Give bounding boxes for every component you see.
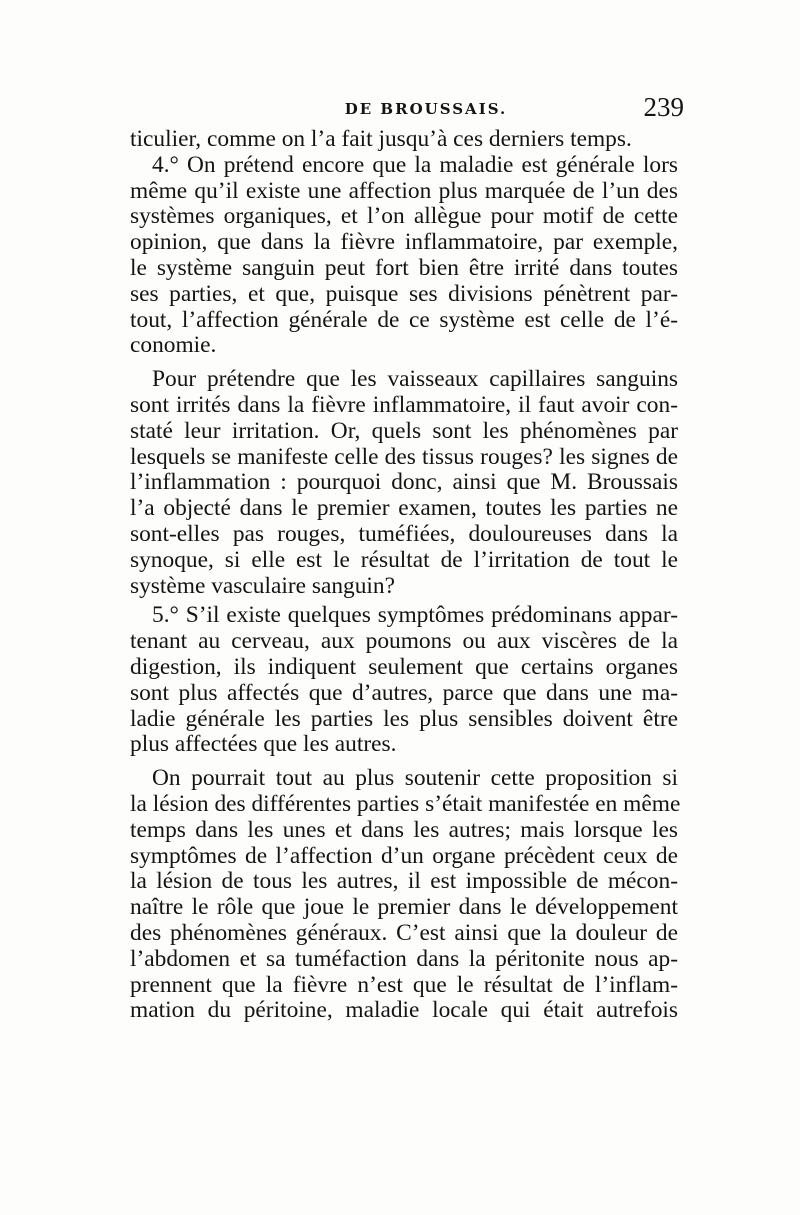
text-line: opinion, que dans la fièvre inflammatoire, par exemple, (130, 229, 678, 256)
paragraph-capillaires (130, 367, 678, 599)
paragraph-point-4 (130, 153, 678, 359)
text-line: la lésion de tous les autres, il est impossible de mécon- (130, 868, 678, 895)
text-line: 4.° On prétend encore que la maladie est générale lors (152, 151, 678, 178)
text-line: systèmes organiques, et l’on allègue pour motif de cette (130, 203, 678, 230)
text-line: ladie générale les parties les plus sensibles doivent être (130, 705, 678, 732)
page-number: 239 (643, 92, 684, 122)
text-line: l’inflammation : pourquoi donc, ainsi que M. Broussais (130, 469, 678, 496)
text-line: On pourrait tout au plus soutenir cette proposition si (152, 765, 678, 792)
text-line: sont plus affectés que d’autres, parce que dans une ma- (130, 679, 678, 706)
text-line: plus affectées que les autres. (130, 731, 397, 758)
text-line: tout, l’affection générale de ce système est celle de l’é- (130, 306, 678, 333)
text-line: l’abdomen et sa tuméfaction dans la péritonite nous ap- (130, 945, 678, 972)
text-line: même qu’il existe une affection plus marquée de l’un des (130, 177, 678, 204)
text-line: des phénomènes généraux. C’est ainsi que la douleur de (130, 919, 678, 946)
text-line: le système sanguin peut fort bien être irrité dans toutes (130, 254, 678, 281)
text-line: symptômes de l’affection d’un organe précèdent ceux de (130, 842, 678, 869)
text-line: sont irrités dans la fièvre inflammatoire, il faut avoir con- (130, 391, 678, 418)
text-line: synoque, si elle est le résultat de l’irritation de tout le (130, 546, 678, 573)
text-line: sont-elles pas rouges, tuméfiées, douloureuses dans la (130, 520, 678, 547)
running-head: DE BROUSSAIS. (344, 100, 508, 118)
text-line: tenant au cerveau, aux poumons ou aux viscères de la (130, 628, 678, 655)
text-line: ses parties, et que, puisque ses divisions pénètrent par- (130, 280, 678, 307)
body-text (130, 126, 681, 1024)
paragraph-point-5 (130, 603, 678, 758)
text-line: prennent que la fièvre n’est que le résultat de l’inflam- (130, 971, 678, 998)
text-line: système vasculaire sanguin? (130, 572, 396, 599)
paragraph-proposition (130, 765, 681, 1024)
text-line: staté leur irritation. Or, quels sont les phénomènes par (130, 417, 678, 444)
text-line: naître le rôle que joue le premier dans le développement (130, 894, 678, 921)
text-line: l’a objecté dans le premier examen, toutes les parties ne (130, 495, 678, 522)
text-line: Pour prétendre que les vaisseaux capillaires sanguins (152, 366, 678, 393)
text-line: digestion, ils indiquent seulement que certains organes (130, 653, 678, 680)
text-line: temps dans les unes et dans les autres; mais lorsque les (130, 816, 678, 843)
text-line: mation du péritoine, maladie locale qui était autrefois (130, 997, 678, 1024)
text-line: la lésion des différentes parties s’était manifestée en même (130, 790, 681, 817)
page-header (128, 92, 684, 126)
paragraph-continuation (130, 127, 678, 153)
text-line: conomie. (130, 332, 217, 359)
text-line: 5.° S’il existe quelques symptômes prédominans appar- (152, 602, 678, 629)
text-line: ticulier, comme on l’a fait jusqu’à ces derniers temps. (130, 126, 632, 152)
text-line: lesquels se manifeste celle des tissus rouges? les signes de (130, 443, 678, 470)
